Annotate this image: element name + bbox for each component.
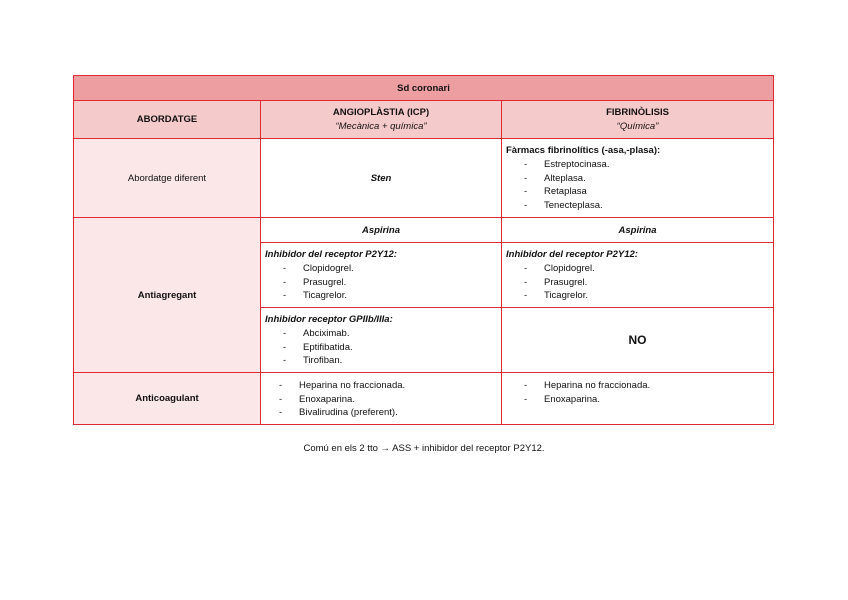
list-item: - Clopidogrel. bbox=[524, 262, 769, 276]
header-angioplastia bbox=[261, 101, 502, 139]
fib-p2y12-cell bbox=[502, 243, 774, 308]
icp-gp-cell bbox=[261, 308, 502, 373]
footnote: Comú en els 2 tto → ASS + inhibidor del receptor P2Y12. bbox=[303, 443, 545, 454]
list-item: - Bivalirudina (preferent). bbox=[279, 406, 501, 420]
row-antiagregant-aspirina bbox=[74, 218, 774, 243]
icp-anticoagulant-list bbox=[261, 379, 501, 420]
list-item: - Eptifibatida. bbox=[283, 341, 497, 355]
list-item: - Heparina no fraccionada. bbox=[524, 379, 769, 393]
row-label-anticoagulant: Anticoagulant bbox=[74, 373, 261, 425]
list-item: - Prasugrel. bbox=[283, 276, 497, 290]
icp-anticoagulant-cell bbox=[261, 373, 502, 425]
icp-gp-list bbox=[265, 327, 497, 368]
header-fibrinolisis bbox=[502, 101, 774, 139]
fib-p2y12-title: Inhibidor del receptor P2Y12: bbox=[506, 249, 638, 260]
icp-p2y12-cell bbox=[261, 243, 502, 308]
header-angioplastia-subtitle: “Mecànica + química” bbox=[335, 120, 427, 132]
list-item: - Enoxaparina. bbox=[279, 393, 501, 407]
fib-anticoagulant-list bbox=[506, 379, 769, 406]
fib-gp-no: NO bbox=[502, 308, 774, 373]
row-label-antiagregant: Antiagregant bbox=[74, 218, 261, 373]
list-item: - Tenecteplasa. bbox=[524, 199, 769, 213]
icp-p2y12-list bbox=[265, 262, 497, 303]
icp-gp-title: Inhibidor receptor GPIIb/IIIa: bbox=[265, 314, 393, 325]
fib-farmacs-list bbox=[506, 158, 769, 212]
list-item: - Alteplasa. bbox=[524, 172, 769, 186]
list-item: - Tirofiban. bbox=[283, 354, 497, 368]
header-row bbox=[74, 101, 774, 139]
list-item: - Clopidogrel. bbox=[283, 262, 497, 276]
icp-sten: Sten bbox=[261, 139, 502, 218]
title-row bbox=[74, 76, 774, 101]
table-title: Sd coronari bbox=[74, 76, 774, 101]
list-item: - Abciximab. bbox=[283, 327, 497, 341]
fib-aspirina: Aspirina bbox=[502, 218, 774, 243]
list-item: - Enoxaparina. bbox=[524, 393, 769, 407]
header-fibrinolisis-subtitle: “Química” bbox=[616, 120, 659, 132]
icp-aspirina: Aspirina bbox=[261, 218, 502, 243]
row-label-abordatge: Abordatge diferent bbox=[74, 139, 261, 218]
list-item: - Prasugrel. bbox=[524, 276, 769, 290]
list-item: - Estreptocinasa. bbox=[524, 158, 769, 172]
row-anticoagulant bbox=[74, 373, 774, 425]
header-angioplastia-title: ANGIOPLÀSTIA (ICP) bbox=[332, 106, 430, 118]
icp-p2y12-title: Inhibidor del receptor P2Y12: bbox=[265, 249, 397, 260]
fib-anticoagulant-cell bbox=[502, 373, 774, 425]
coronary-syndrome-table bbox=[73, 75, 774, 425]
fib-farmacs-cell bbox=[502, 139, 774, 218]
header-abordatge: ABORDATGE bbox=[74, 101, 261, 139]
list-item: - Retaplasa bbox=[524, 185, 769, 199]
header-fibrinolisis-title: FIBRINÒLISIS bbox=[606, 106, 669, 118]
list-item: - Heparina no fraccionada. bbox=[279, 379, 501, 393]
list-item: - Ticagrelor. bbox=[283, 289, 497, 303]
row-abordatge bbox=[74, 139, 774, 218]
list-item: - Ticagrelor. bbox=[524, 289, 769, 303]
fib-p2y12-list bbox=[506, 262, 769, 303]
fib-farmacs-title: Fàrmacs fibrinolítics (-asa,-plasa): bbox=[506, 145, 661, 156]
